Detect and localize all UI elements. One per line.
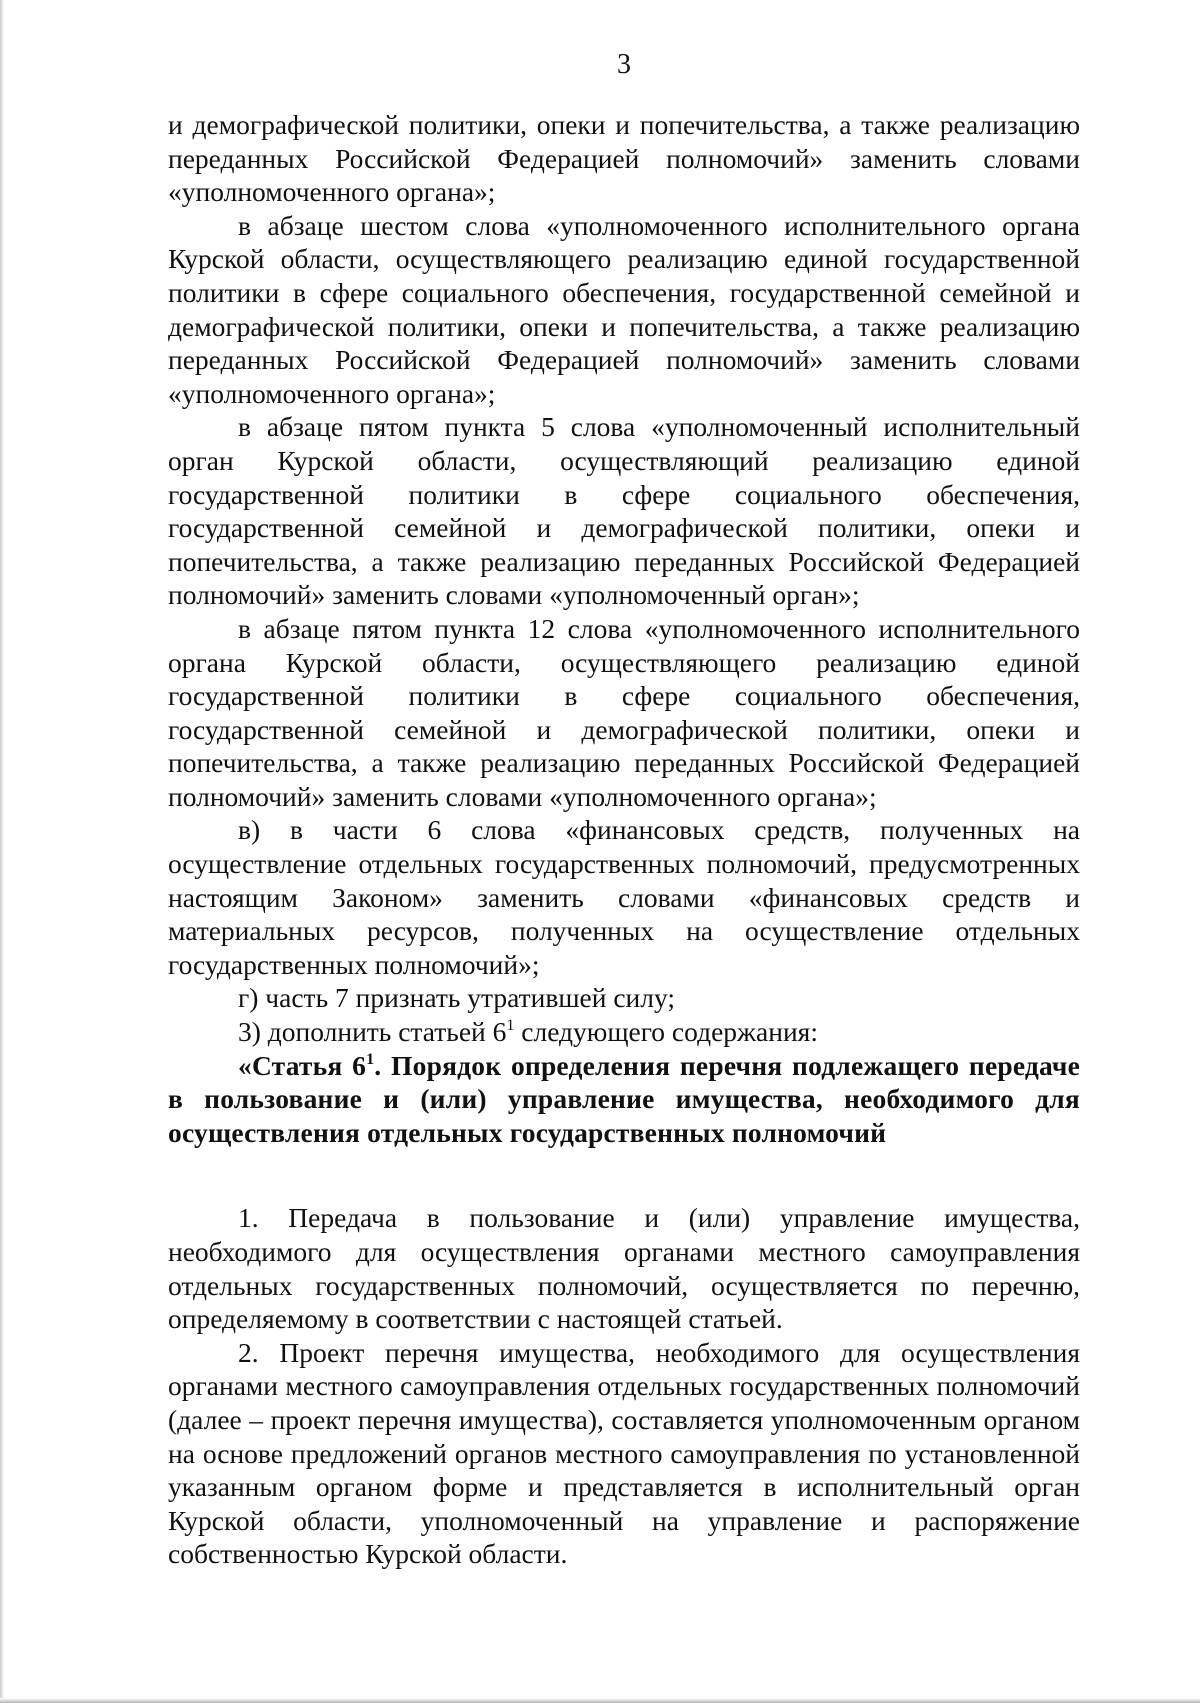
paragraph-punkt-12: в абзаце пятом пункта 12 слова «уполномоченного исполнительного органа Курской области, осуществляющего реализацию единой государственной политики в сфере социального обеспечения, государственной семейной и демографической политики, опеки и попечительства, а также реализацию переданных Российской Федерацией полномочий» заменить словами «уполномоченного органа»;: [168, 612, 1080, 812]
document-body: [168, 108, 1080, 1571]
paragraph-chast-6: в) в части 6 слова «финансовых средств, полученных на осуществление отдельных государственных полномочий, предусмотренных настоящим Законом» заменить словами «финансовых средств и материальных ресурсов, полученных на осуществление отдельных государственных полномочий»;: [168, 814, 1080, 980]
add-article-text-before: 3) дополнить статьей 6: [238, 1016, 507, 1048]
article-heading-superscript: 1: [366, 1050, 375, 1068]
scan-edge-bottom: [0, 1698, 1200, 1703]
article-clause-2: 2. Проект перечня имущества, необходимого для осуществления органами местного самоуправления отдельных государственных полномочий (далее – проект перечня имущества), составляется уполномоченным органом на основе предложений органов местного самоуправления по установленной указанным органом форме и представляется в исполнительный орган Курской области, уполномоченный на управление и распоряжение собственностью Курской области.: [168, 1336, 1080, 1570]
article-heading-before: «Статья 6: [238, 1049, 367, 1081]
scan-edge-left: [0, 0, 4, 1703]
page-number: 3: [617, 49, 631, 80]
add-article-text-after: следующего содержания:: [514, 1016, 818, 1048]
add-article-superscript: 1: [506, 1017, 515, 1035]
heading-spacer: [168, 1149, 1080, 1201]
paragraph-punkt-5: в абзаце пятом пункта 5 слова «уполномоченный исполнительный орган Курской области, осуществляющий реализацию единой государственной политики в сфере социального обеспечения, государственной семейной и демографической политики, опеки и попечительства, а также реализацию переданных Российской Федерацией полномочий» заменить словами «уполномоченный орган»;: [168, 411, 1080, 611]
article-clause-1: 1. Передача в пользование и (или) управление имущества, необходимого для осуществления органами местного самоуправления отдельных государственных полномочий, осуществляется по перечню, определяемому в соответствии с настоящей статьей.: [168, 1202, 1080, 1335]
paragraph-chast-7: г) часть 7 признать утратившей силу;: [238, 982, 676, 1014]
paragraph-add-article: [168, 1015, 1080, 1049]
paragraph-abzats-6: в абзаце шестом слова «уполномоченного исполнительного органа Курской области, осуществляющего реализацию единой государственной политики в сфере социального обеспечения, государственной семейной и демографической политики, опеки и попечительства, а также реализацию переданных Российской Федерацией полномочий» заменить словами «уполномоченного органа»;: [168, 209, 1080, 409]
article-heading-after: . Порядок определения перечня подлежащего передаче в пользование и (или) управление имущества, необходимого для осуществления отдельных государственных полномочий: [168, 1049, 1080, 1148]
paragraph-continuation: и демографической политики, опеки и попечительства, а также реализацию переданных Российской Федерацией полномочий» заменить словами «уполномоченного органа»;: [168, 109, 1080, 208]
article-heading: [168, 1049, 1080, 1150]
